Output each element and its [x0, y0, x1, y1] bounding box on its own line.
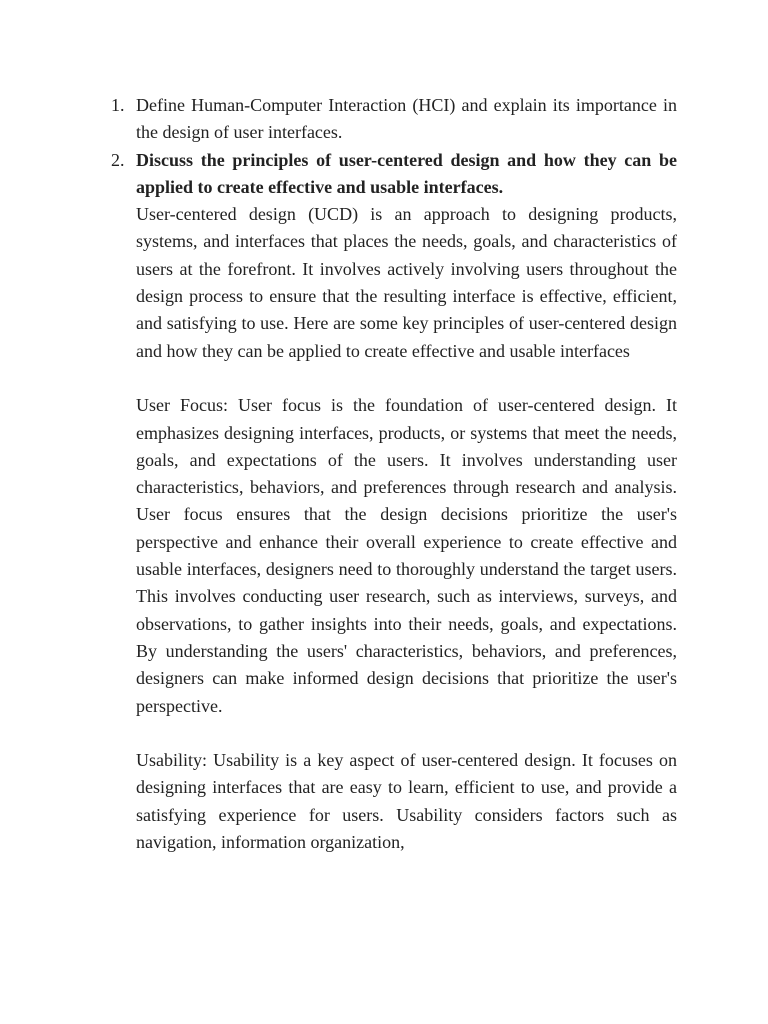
document-body — [111, 92, 677, 856]
user-focus-paragraph: User Focus: User focus is the foundation of user-centered design. It emphasizes designing interfaces, products, or systems that meet the needs, goals, and expectations of the users. It involves understanding user characteristics, behaviors, and preferences through research and analysis. User focus ensures that the design decisions prioritize the user's perspective and enhance their overall experience to create effective and usable interfaces, designers need to thoroughly understand the target users. This involves conducting user research, such as interviews, surveys, and observations, to gather insights into their needs, goals, and expectations. By understanding the users' characteristics, behaviors, and preferences, designers can make informed design decisions that prioritize the user's perspective. — [136, 395, 677, 716]
question-list — [111, 92, 677, 856]
question-text: Define Human-Computer Interaction (HCI) and explain its importance in the design of user interfaces. — [136, 95, 677, 143]
question-number: 1. — [111, 95, 125, 115]
usability-paragraph: Usability: Usability is a key aspect of user-centered design. It focuses on designing interfaces that are easy to learn, efficient to use, and provide a satisfying experience for users. Usability considers factors such as navigation, information organization, — [136, 750, 677, 853]
paragraph-spacer — [136, 720, 677, 747]
question-item-1 — [111, 92, 677, 147]
paragraph-spacer — [136, 365, 677, 392]
question-text: Discuss the principles of user-centered design and how they can be applied to create effective and usable interfaces. — [136, 149, 677, 197]
question-number: 2. — [111, 149, 125, 170]
question-item-2 — [111, 147, 677, 857]
answer-intro-paragraph: User-centered design (UCD) is an approach to designing products, systems, and interfaces that places the needs, goals, and characteristics of users at the forefront. It involves actively involving users throughout the design process to ensure that the resulting interface is effective, efficient, and satisfying to use. Here are some key principles of user-centered design and how they can be applied to create effective and usable interfaces — [136, 204, 677, 361]
